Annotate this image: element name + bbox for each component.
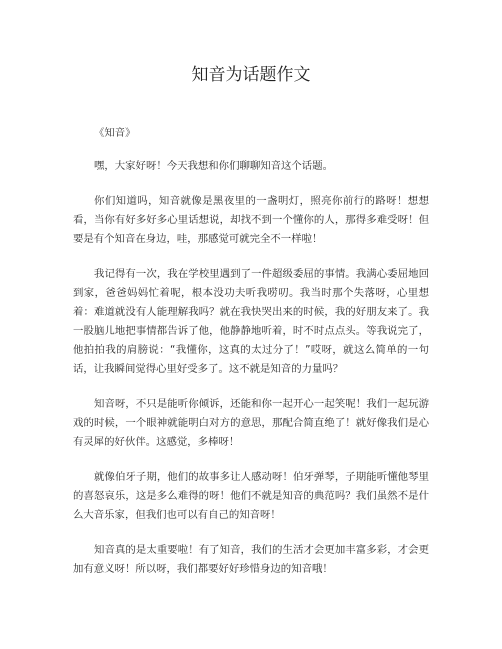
document-title: 知音为话题作文 [191, 65, 311, 85]
paragraph: 我记得有一次，我在学校里遇到了一件超级委屈的事情。我满心委屈地回到家，爸爸妈妈忙着呢，根本没功夫听我唠叨。我当时那个失落呀，心里想着：难道就没有人能理解我吗？就在我快哭出来的时候，我的好朋友来了。我一股脑儿地把事情都告诉了他，他静静地听着，时不时点点头。等我说完了，他拍拍我的肩膀说：“我懂你，这真的太过分了！”哎呀，就这么简单的一句话，让我瞬间觉得心里好受多了。这不就是知音的力量吗？ [73, 268, 429, 375]
paragraph: 你们知道吗，知音就像是黑夜里的一盏明灯，照亮你前行的路呀！想想看，当你有好多好多心里话想说，却找不到一个懂你的人，那得多难受呀！但要是有个知音在身边，哇，那感觉可就完全不一样啦！ [73, 195, 429, 245]
essay-subtitle: 《知音》 [94, 127, 136, 139]
paragraph: 知音真的是太重要啦！有了知音，我们的生活才会更加丰富多彩，才会更加有意义呀！所以呀，我们都要好好珍惜身边的知音哦！ [73, 544, 429, 575]
paragraph: 就像伯牙子期，他们的故事多让人感动呀！伯牙弹琴，子期能听懂他琴里的喜怒哀乐，这是多么难得的呀！他们不就是知音的典范吗？我们虽然不是什么大音乐家，但我们也可以有自己的知音呀！ [73, 471, 429, 521]
paragraph: 嘿，大家好呀！今天我想和你们聊聊知音这个话题。 [94, 160, 333, 172]
paragraph: 知音呀，不只是能听你倾诉，还能和你一起开心一起笑呢！我们一起玩游戏的时候，一个眼神就能明白对方的意思，那配合简直绝了！就好像我们是心有灵犀的好伙伴。这感觉，多棒呀！ [73, 398, 429, 448]
document-body [73, 124, 429, 595]
